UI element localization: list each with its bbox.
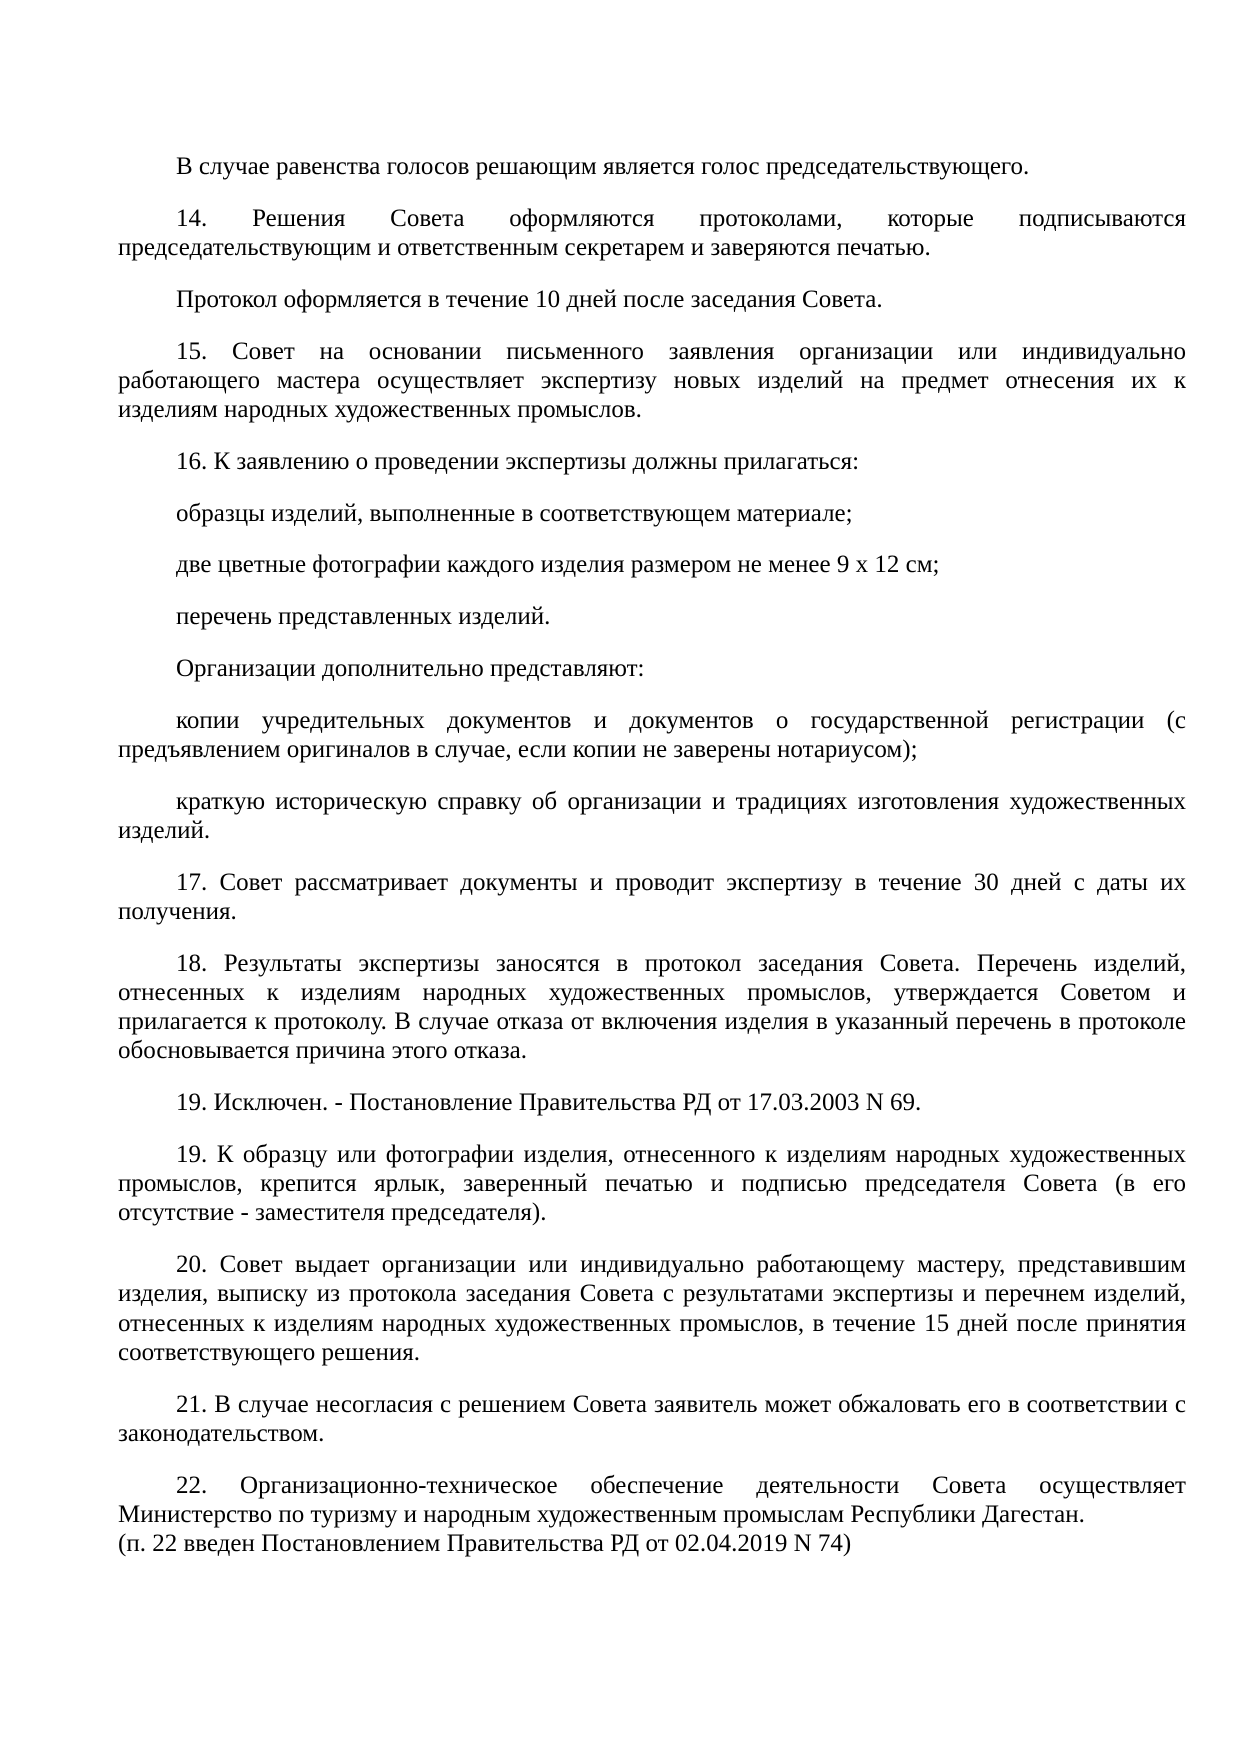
paragraph-15: 15. Совет на основании письменного заявления организации или индивидуально работающего мастера осуществляет экспертизу новых изделий на предмет отнесения их к изделиям народных художественных промыслов. (118, 337, 1186, 423)
paragraph-22-text: 22. Организационно-техническое обеспечение деятельности Совета осуществляет Министерство по туризму и народным художественным промыслам Республики Дагестан. (118, 1471, 1186, 1528)
list-item: перечень представленных изделий. (176, 603, 551, 631)
list-item: краткую историческую справку об организации и традициях изготовления художественных изделий. (118, 787, 1186, 844)
list-item: копии учредительных документов и документов о государственной регистрации (с предъявлением оригиналов в случае, если копии не заверены нотариусом); (118, 706, 1186, 763)
document-page (118, 152, 1186, 1581)
list-item: образцы изделий, выполненные в соответствующем материале; (176, 499, 853, 527)
list-item: две цветные фотографии каждого изделия размером не менее 9 x 12 см; (176, 551, 940, 579)
paragraph-17: 17. Совет рассматривает документы и проводит экспертизу в течение 30 дней с даты их получения. (118, 868, 1186, 925)
paragraph-19-excluded: 19. Исключен. - Постановление Правительства РД от 17.03.2003 N 69. (176, 1089, 922, 1117)
paragraph-22 (118, 1471, 1186, 1559)
paragraph-20: 20. Совет выдает организации или индивидуально работающему мастеру, представившим изделия, выписку из протокола заседания Совета с результатами экспертизы и перечнем изделий, отнесенных к изделиям народных художественных промыслов, в течение 15 дней после принятия соответствующего решения. (118, 1251, 1186, 1366)
paragraph-16: 16. К заявлению о проведении экспертизы должны прилагаться: (176, 447, 860, 475)
paragraph-18: 18. Результаты экспертизы заносятся в протокол заседания Совета. Перечень изделий, отнесенных к изделиям народных художественных промыслов, утверждается Советом и прилагается к протоколу. В случае отказа от включения изделия в указанный перечень в протоколе обосновывается причина этого отказа. (118, 949, 1186, 1065)
paragraph: Протокол оформляется в течение 10 дней после заседания Совета. (176, 285, 883, 313)
paragraph: В случае равенства голосов решающим является голос председательствующего. (176, 153, 1030, 180)
paragraph-21: 21. В случае несогласия с решением Совета заявитель может обжаловать его в соответствии с законодательством. (118, 1390, 1186, 1447)
amendment-note: (п. 22 введен Постановлением Правительства РД от 02.04.2019 N 74) (118, 1530, 852, 1557)
paragraph: Организации дополнительно представляют: (176, 654, 645, 682)
paragraph-14: 14. Решения Совета оформляются протоколами, которые подписываются председательствующим и ответственным секретарем и заверяются печатью. (118, 204, 1186, 261)
paragraph-19: 19. К образцу или фотографии изделия, отнесенного к изделиям народных художественных промыслов, крепится ярлык, заверенный печатью и подписью председателя Совета (в его отсутствие - заместителя председателя). (118, 1140, 1186, 1227)
